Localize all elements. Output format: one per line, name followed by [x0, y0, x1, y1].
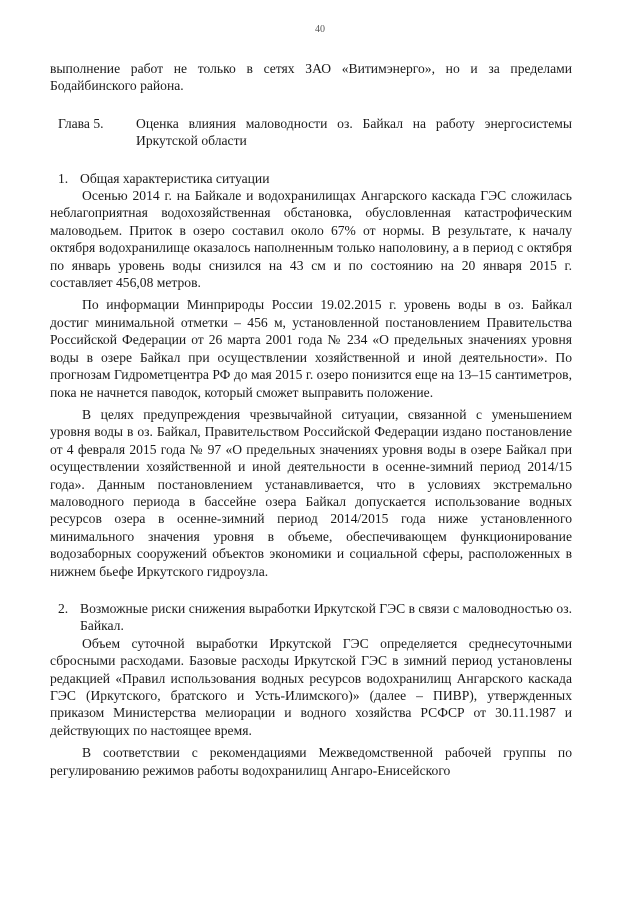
page-content — [50, 60, 572, 779]
chapter-heading — [50, 115, 572, 150]
section-2-title: Возможные риски снижения выработки Иркутской ГЭС в связи с маловодностью оз. Байкал. — [80, 600, 572, 634]
section-2-heading — [50, 600, 572, 635]
section-1-number: 1. — [58, 170, 69, 186]
section-1-paragraph-3: В целях предупреждения чрезвычайной ситуации, связанной с уменьшением уровня воды в оз. Байкал, Правительством Российской Федерации издано постановление от 4 февраля 2015 года № 97 «О предельных значениях уровня воды в озере Байкал при осуществлении хозяйственной и иной деятельности в осенне-зимний период 2014/15 года». Данным постановлением устанавливается, что в условиях экстремально маловодного периода в бассейне озера Байкал допускается использование водных ресурсов озера в осенне-зимний период 2014/2015 года ниже установленного минимального значения уровня в объеме, обеспечивающем функционирование водозаборных сооружений объектов экономики и социальной сферы, расположенных в нижнем бьефе Иркутского гидроузла. — [50, 406, 572, 579]
section-1-heading — [50, 170, 572, 187]
section-1-paragraph-2: По информации Минприроды России 19.02.2015 г. уровень воды в оз. Байкал достиг минимальной отметки – 456 м, установленной постановлением Правительства Российской Федерации от 26 марта 2001 года № 234 «О предельных значениях уровня воды в озере Байкал при осуществлении хозяйственной и иной деятельности». По прогнозам Гидрометцентра РФ до мая 2015 г. озеро понизится еще на 13–15 сантиметров, пока не начнется паводок, который сможет выправить положение. — [50, 297, 572, 400]
section-2-paragraph-1: Объем суточной выработки Иркутской ГЭС определяется среднесуточными сбросными расходами. Базовые расходы Иркутской ГЭС в зимний период установлены редакцией «Правил использования водных ресурсов водохранилищ Ангарского каскада ГЭС (Иркутского, братского и Усть-Илимского)» (далее – ПИВР), утвержденных приказом Министерства мелиорации и водного хозяйства РСФСР от 30.11.1987 и действующих по настоящее время. — [50, 635, 572, 738]
page-number: 40 — [315, 24, 325, 35]
section-1-paragraph-1: Осенью 2014 г. на Байкале и водохранилищах Ангарского каскада ГЭС сложилась неблагоприятная водохозяйственная обстановка, обусловленная катастрофическим маловодьем. Приток в озеро составил около 67% от нормы. В результате, к началу октября водохранилище оказалось наполненным только наполовину, а в период с октября по январь уровень воды снизился на 43 см и по состоянию на 20 января 2015 г. составляет 456,08 метров. — [50, 188, 572, 291]
chapter-number: Глава 5. — [58, 115, 104, 131]
intro-paragraph: выполнение работ не только в сетях ЗАО «Витимэнерго», но и за пределами Бодайбинского района. — [50, 61, 572, 94]
chapter-title: Оценка влияния маловодности оз. Байкал на работу энергосистемы Иркутской области — [136, 115, 572, 149]
section-2-number: 2. — [58, 600, 69, 616]
section-2-paragraph-2: В соответствии с рекомендациями Межведомственной рабочей группы по регулированию режимов работы водохранилищ Ангаро-Енисейского — [50, 745, 572, 778]
section-1-title: Общая характеристика ситуации — [80, 170, 270, 186]
